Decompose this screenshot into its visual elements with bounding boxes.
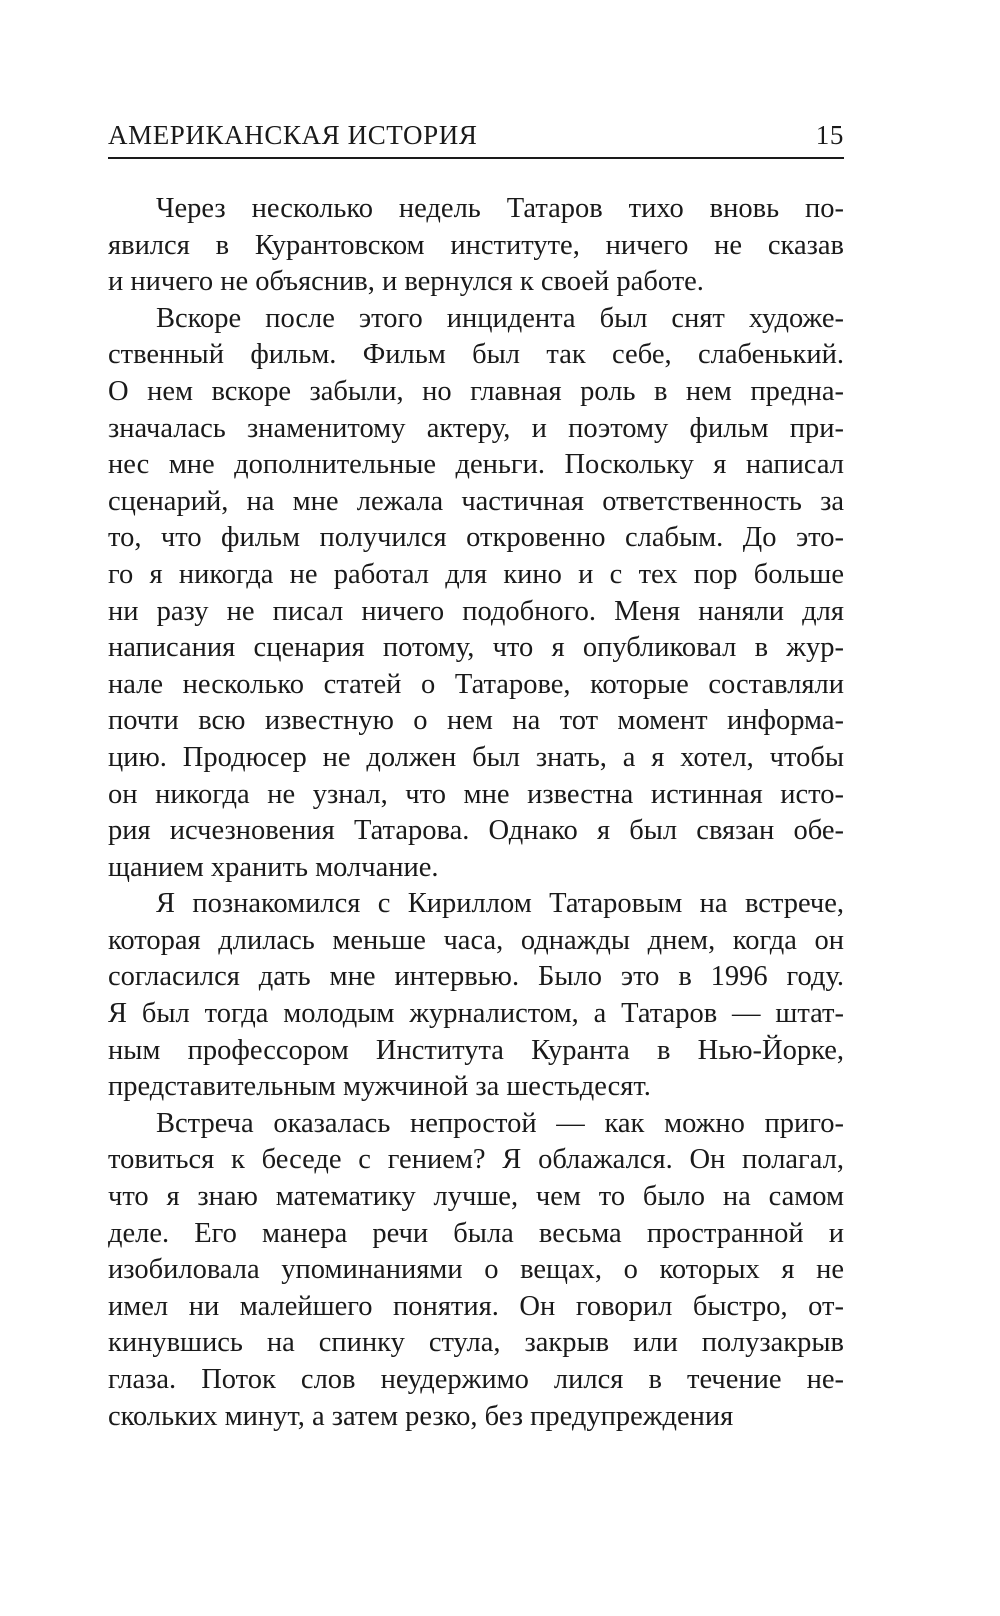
paragraph-2-line: ни разу не писал ничего подобного. Меня наняли для xyxy=(108,595,844,627)
paragraph-2-line: то, что фильм получился откровенно слабым. До это- xyxy=(108,522,844,554)
paragraph-4-line: кинувшись на спинку стула, закрыв или полузакрыв xyxy=(108,1327,844,1359)
paragraph-4-line: скольких минут, а затем резко, без предупреждения xyxy=(108,1400,734,1432)
paragraph-1-line: Через несколько недель Татаров тихо вновь по- xyxy=(156,193,844,224)
paragraph-2-line: написания сценария потому, что я опубликовал в жур- xyxy=(108,632,844,664)
paragraph-2-line: ственный фильм. Фильм был так себе, слабенький. xyxy=(108,339,844,371)
paragraph-2-line: Вскоре после этого инцидента был снят художе- xyxy=(156,302,844,334)
paragraph-3-line: представительным мужчиной за шестьдесят. xyxy=(108,1071,651,1103)
paragraph-4-line: товиться к беседе с гением? Я облажался. Он полагал, xyxy=(108,1144,844,1176)
paragraph-3-line: которая длилась меньше часа, однажды днем, когда он xyxy=(108,924,844,956)
body-text xyxy=(108,191,844,1435)
paragraph-2-line: значалась знаменитому актеру, и поэтому фильм при- xyxy=(108,412,844,444)
paragraph-4-line: глаза. Поток слов неудержимо лился в течение не- xyxy=(108,1364,844,1395)
paragraph-2-line: нес мне дополнительные деньги. Поскольку я написал xyxy=(108,449,844,481)
paragraph-4-line: что я знаю математику лучше, чем то было на самом xyxy=(108,1181,844,1213)
paragraph-3-line: Я познакомился с Кириллом Татаровым на встрече, xyxy=(156,888,844,920)
paragraph-2-line: О нем вскоре забыли, но главная роль в нем предна- xyxy=(108,375,844,407)
paragraph-2-line: он никогда не узнал, что мне известна истинная исто- xyxy=(108,778,844,810)
paragraph-4-line: изобиловала упоминаниями о вещах, о которых я не xyxy=(108,1254,844,1286)
paragraph-2-line: го я никогда не работал для кино и с тех пор больше xyxy=(108,558,844,590)
running-header xyxy=(108,120,844,159)
paragraph-2-line: цию. Продюсер не должен был знать, а я хотел, чтобы xyxy=(108,741,844,773)
page-number: 15 xyxy=(815,120,844,150)
paragraph-4-line: Встреча оказалась непростой — как можно приго- xyxy=(156,1107,844,1139)
paragraph-1-line: явился в Курантовском институте, ничего не сказав xyxy=(108,229,844,261)
paragraph-4-line: имел ни малейшего понятия. Он говорил быстро, от- xyxy=(108,1290,844,1322)
paragraph-3-line: согласился дать мне интервью. Было это в 1996 году. xyxy=(108,961,844,993)
book-page xyxy=(108,120,844,1435)
paragraph-2-line: нале несколько статей о Татарове, которые составляли xyxy=(108,668,844,700)
paragraph-3-line: Я был тогда молодым журналистом, а Татаров — штат- xyxy=(108,998,844,1030)
paragraph-1-line: и ничего не объяснив, и вернулся к своей работе. xyxy=(108,266,704,298)
paragraph-2-line: рия исчезновения Татарова. Однако я был связан обе- xyxy=(108,815,844,847)
paragraph-4-line: деле. Его манера речи была весьма пространной и xyxy=(108,1217,844,1249)
paragraph-3-line: ным профессором Института Куранта в Нью-Йорке, xyxy=(108,1034,844,1066)
running-title: АМЕРИКАНСКАЯ ИСТОРИЯ xyxy=(108,120,478,150)
paragraph-2-line: почти всю известную о нем на тот момент информа- xyxy=(108,705,844,737)
paragraph-2-line: сценарий, на мне лежала частичная ответственность за xyxy=(108,485,844,517)
paragraph-2-line: щанием хранить молчание. xyxy=(108,851,439,883)
